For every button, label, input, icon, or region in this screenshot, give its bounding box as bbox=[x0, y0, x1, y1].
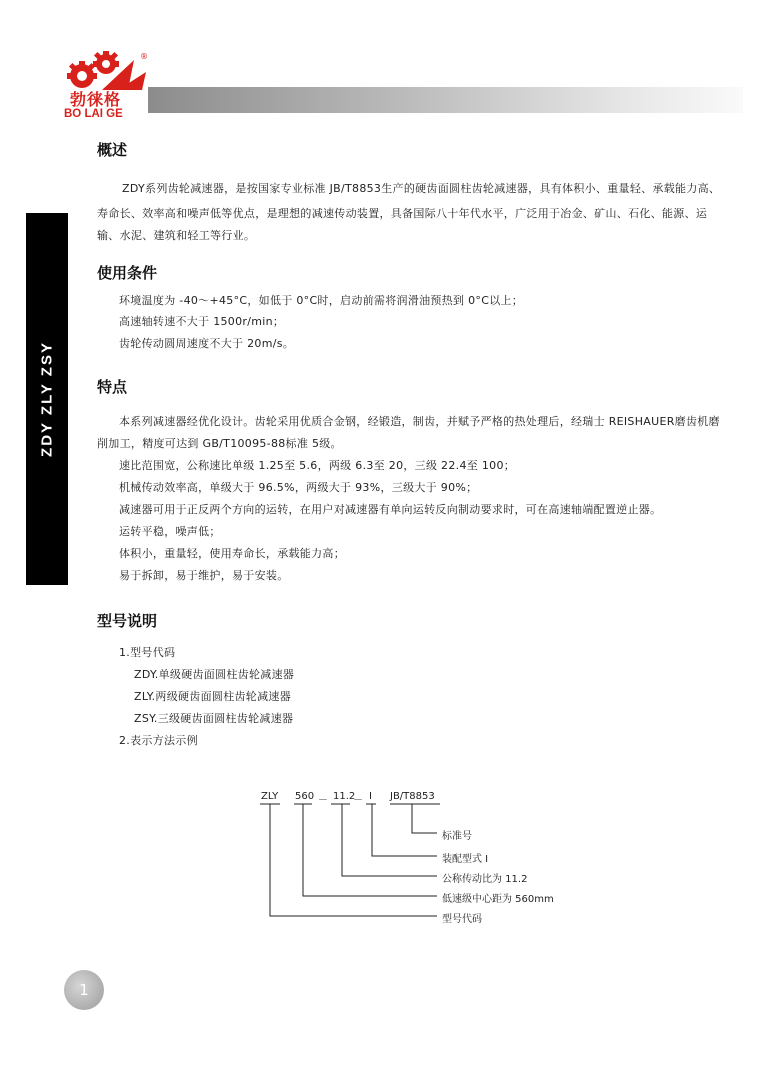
features-line: 削加工，精度可达到 GB/T10095-88标准 5级。 bbox=[97, 437, 342, 450]
page-number: 1 bbox=[79, 981, 89, 999]
code-part-dash: － bbox=[318, 795, 328, 806]
brand-name-cn: 勃徕格 bbox=[70, 90, 122, 109]
code-part-dash: － bbox=[353, 795, 363, 806]
side-tab-label: ZDY ZLY ZSY bbox=[38, 341, 56, 457]
features-line: 易于拆卸，易于维护，易于安装。 bbox=[119, 569, 289, 582]
features-line: 减速器可用于正反两个方向的运转，在用户对减速器有单向运转反向制动要求时，可在高速轴端配置逆止器。 bbox=[119, 503, 662, 516]
conditions-line: 环境温度为 -40～+45°C，如低于 0°C时，启动前需将润滑油预热到 0°C以上； bbox=[119, 294, 524, 307]
section-title-conditions: 使用条件 bbox=[97, 264, 158, 282]
diagram-label: 装配型式 I bbox=[442, 854, 489, 865]
registered-mark: ® bbox=[140, 52, 148, 61]
conditions-line: 齿轮传动圆周速度不大于 20m/s。 bbox=[119, 337, 295, 350]
code-part-ratio: 11.2 bbox=[333, 791, 356, 802]
section-title-model: 型号说明 bbox=[97, 612, 158, 630]
overview-line: 寿命长、效率高和噪声低等优点，是理想的减速传动装置，具备国际八十年代水平，广泛用于冶金、矿山、石化、能源、运 bbox=[97, 207, 708, 220]
conditions-line: 高速轴转速不大于 1500r/min； bbox=[119, 315, 285, 328]
model-line: ZLY.两级硬齿面圆柱齿轮减速器 bbox=[134, 690, 291, 703]
model-line: 2.表示方法示例 bbox=[119, 734, 198, 747]
overview-line: 输、水泥、建筑和轻工等行业。 bbox=[97, 229, 256, 242]
model-line: 1.型号代码 bbox=[119, 646, 176, 659]
section-title-features: 特点 bbox=[97, 378, 128, 396]
features-line: 速比范围宽，公称速比单级 1.25至 5.6，两级 6.3至 20，三级 22.4至 100； bbox=[119, 459, 516, 472]
code-part-assembly: I bbox=[369, 791, 372, 802]
code-part-series: ZLY bbox=[261, 791, 279, 802]
diagram-label: 低速级中心距为 560mm bbox=[442, 894, 554, 905]
model-line: ZDY.单级硬齿面圆柱齿轮减速器 bbox=[134, 668, 295, 681]
brand-name-en: BO LAI GE bbox=[64, 108, 123, 120]
overview-line: ZDY系列齿轮减速器，是按国家专业标准 JB/T8853生产的硬齿面圆柱齿轮减速器，具有体积小、重量轻、承载能力高、 bbox=[122, 182, 721, 195]
diagram-label: 公称传动比为 11.2 bbox=[442, 874, 528, 885]
code-part-standard: JB/T8853 bbox=[390, 791, 435, 802]
features-line: 本系列减速器经优化设计。齿轮采用优质合金钢，经锻造，制齿，并赋予严格的热处理后，经瑞士 REISHAUER磨齿机磨 bbox=[119, 415, 720, 428]
features-line: 运转平稳，噪声低； bbox=[119, 525, 221, 538]
diagram-label: 标准号 bbox=[442, 831, 472, 842]
model-line: ZSY.三级硬齿面圆柱齿轮减速器 bbox=[134, 712, 294, 725]
features-line: 体积小，重量轻，使用寿命长，承载能力高； bbox=[119, 547, 345, 560]
features-line: 机械传动效率高，单级大于 96.5%，两级大于 93%，三级大于 90%； bbox=[119, 481, 478, 494]
diagram-label: 型号代码 bbox=[442, 914, 482, 925]
section-title-overview: 概述 bbox=[97, 141, 128, 159]
code-part-center-distance: 560 bbox=[295, 791, 315, 802]
page-number-badge bbox=[64, 970, 104, 1010]
